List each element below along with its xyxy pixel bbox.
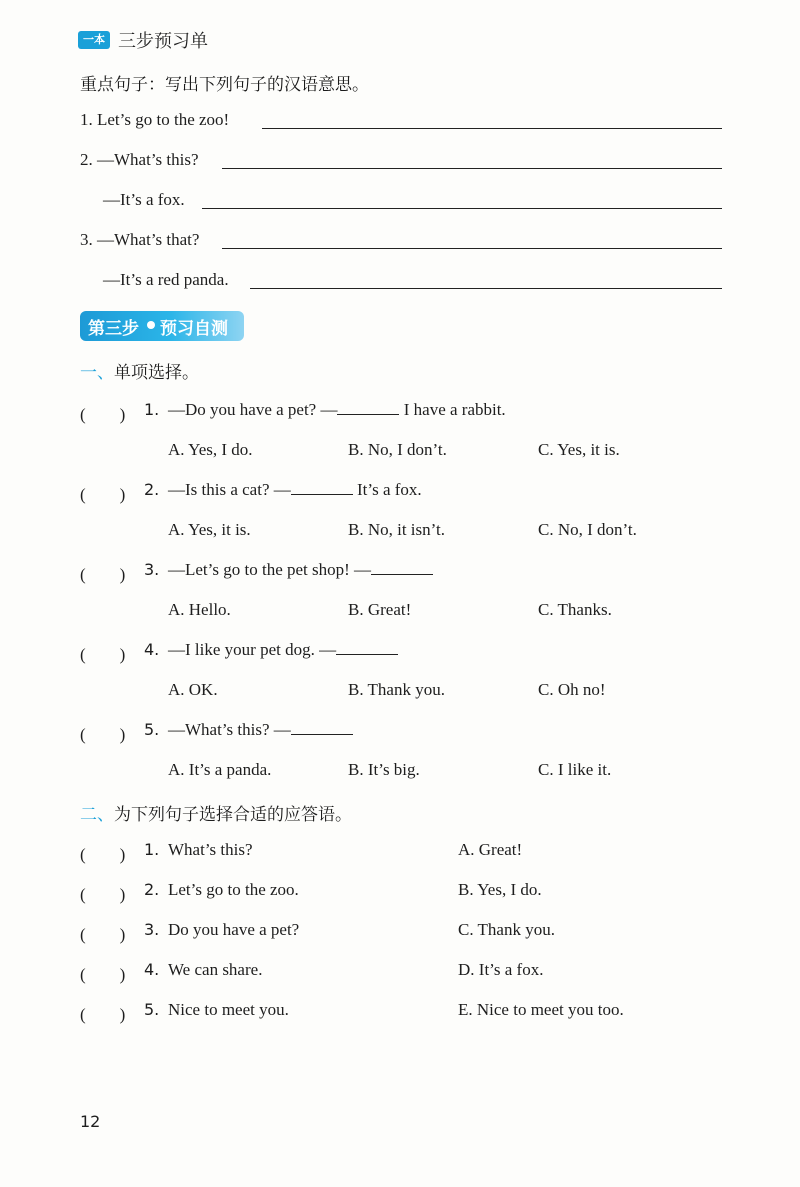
question-3-blank[interactable] [371, 560, 433, 575]
question-4-blank[interactable] [336, 640, 398, 655]
row-number: 4. [144, 960, 160, 979]
question-3-text [168, 560, 433, 580]
step-label: 第三步 [88, 319, 139, 339]
q4-option-a[interactable]: A. OK. [168, 680, 218, 699]
question-5-blank[interactable] [291, 720, 353, 735]
answer-paren[interactable]: ( ) [80, 565, 126, 584]
question-1-pre: —Do you have a pet? — [168, 400, 338, 419]
section1-number: 一、 [80, 363, 114, 383]
answer-line-3b[interactable] [250, 288, 722, 289]
match-answer-a: A. Great! [458, 840, 523, 859]
question-5-pre: —What’s this? — [168, 720, 291, 739]
match-answer-e: E. Nice to meet you too. [458, 1000, 624, 1019]
section2-number: 二、 [80, 805, 114, 825]
brand-badge: 一本 [78, 31, 110, 49]
answer-paren[interactable]: ( ) [80, 405, 126, 424]
key-sentences-instruction: 重点句子：写出下列句子的汉语意思。 [80, 75, 369, 95]
q2-option-c[interactable]: C. No, I don’t. [538, 520, 637, 539]
q2-option-a[interactable]: A. Yes, it is. [168, 520, 251, 539]
question-1-blank[interactable] [337, 400, 399, 415]
q5-option-c[interactable]: C. I like it. [538, 760, 612, 779]
answer-paren[interactable]: ( ) [80, 485, 126, 504]
match-question-2: Let’s go to the zoo. [168, 880, 299, 899]
section2-title [80, 800, 352, 825]
q1-option-c[interactable]: C. Yes, it is. [538, 440, 620, 459]
answer-line-2b[interactable] [202, 208, 722, 209]
match-question-4: We can share. [168, 960, 263, 979]
answer-line-2a[interactable] [222, 168, 722, 169]
question-number: 1. [144, 400, 160, 419]
question-number: 2. [144, 480, 160, 499]
q3-option-c[interactable]: C. Thanks. [538, 600, 612, 619]
match-answer-c: C. Thank you. [458, 920, 555, 939]
answer-paren[interactable]: ( ) [80, 645, 126, 664]
question-2-text [168, 480, 422, 500]
q5-option-a[interactable]: A. It’s a panda. [168, 760, 272, 779]
question-number: 5. [144, 720, 160, 739]
section2-title-text: 为下列句子选择合适的应答语。 [114, 805, 352, 825]
q5-option-b[interactable]: B. It’s big. [348, 760, 420, 779]
q4-option-b[interactable]: B. Thank you. [348, 680, 445, 699]
match-question-3: Do you have a pet? [168, 920, 300, 939]
q4-option-c[interactable]: C. Oh no! [538, 680, 606, 699]
row-number: 2. [144, 880, 160, 899]
match-answer-b: B. Yes, I do. [458, 880, 542, 899]
q2-option-b[interactable]: B. No, it isn’t. [348, 520, 445, 539]
question-1-post: I have a rabbit. [399, 400, 506, 419]
step-dot-icon [147, 321, 155, 329]
question-4-text [168, 640, 398, 660]
match-question-5: Nice to meet you. [168, 1000, 289, 1019]
answer-paren[interactable]: ( ) [80, 965, 126, 984]
sentence-2a: 2. —What’s this? [80, 150, 199, 169]
question-2-pre: —Is this a cat? — [168, 480, 291, 499]
row-number: 1. [144, 840, 160, 859]
row-number: 3. [144, 920, 160, 939]
answer-paren[interactable]: ( ) [80, 925, 126, 944]
question-3-pre: —Let’s go to the pet shop! — [168, 560, 372, 579]
page-number: 12 [80, 1112, 101, 1131]
q3-option-a[interactable]: A. Hello. [168, 600, 231, 619]
question-2-blank[interactable] [291, 480, 353, 495]
sentence-1: 1. Let’s go to the zoo! [80, 110, 230, 129]
answer-paren[interactable]: ( ) [80, 1005, 126, 1024]
question-5-text [168, 720, 353, 740]
question-1-text [168, 400, 506, 420]
sentence-2b: —It’s a fox. [103, 190, 185, 209]
match-question-1: What’s this? [168, 840, 253, 859]
question-4-pre: —I like your pet dog. — [168, 640, 337, 659]
answer-paren[interactable]: ( ) [80, 845, 126, 864]
header-title: 三步预习单 [118, 31, 208, 52]
sentence-3a: 3. —What’s that? [80, 230, 200, 249]
q1-option-a[interactable]: A. Yes, I do. [168, 440, 253, 459]
sentence-3b: —It’s a red panda. [103, 270, 229, 289]
question-number: 3. [144, 560, 160, 579]
question-2-post: It’s a fox. [352, 480, 422, 499]
answer-line-1[interactable] [262, 128, 722, 129]
answer-paren[interactable]: ( ) [80, 725, 126, 744]
section1-title-text: 单项选择。 [114, 363, 199, 383]
q3-option-b[interactable]: B. Great! [348, 600, 412, 619]
section1-title [80, 358, 199, 383]
step-name: 预习自测 [160, 319, 228, 339]
match-answer-d: D. It’s a fox. [458, 960, 544, 979]
question-number: 4. [144, 640, 160, 659]
answer-line-3a[interactable] [222, 248, 722, 249]
row-number: 5. [144, 1000, 160, 1019]
answer-paren[interactable]: ( ) [80, 885, 126, 904]
q1-option-b[interactable]: B. No, I don’t. [348, 440, 447, 459]
